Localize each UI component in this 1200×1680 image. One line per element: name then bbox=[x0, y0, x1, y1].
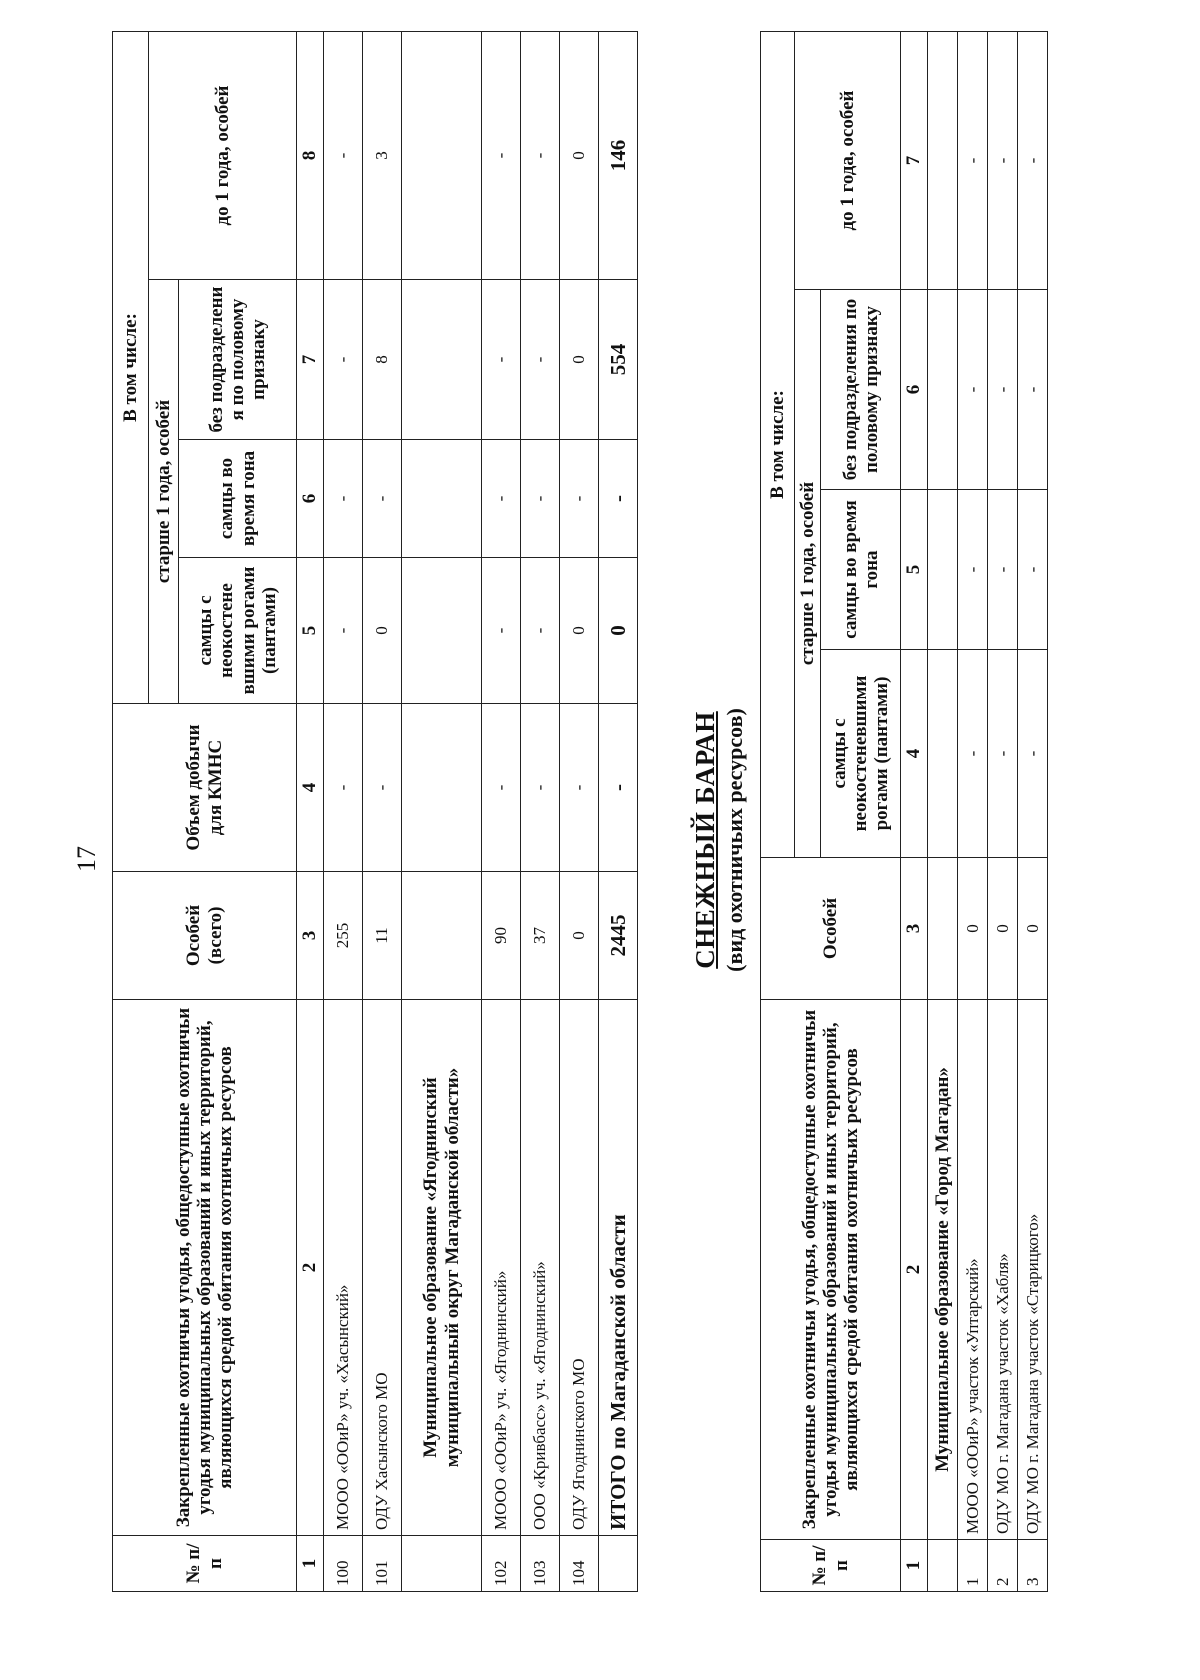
table-row bbox=[988, 31, 1018, 1591]
table-row bbox=[1018, 31, 1048, 1591]
table-row bbox=[482, 31, 521, 1591]
header-older: старше 1 года, особей bbox=[795, 290, 821, 858]
row-total: 11 bbox=[363, 872, 402, 1000]
table-row bbox=[560, 31, 599, 1591]
row-name: МООО «ООиР» уч. «Ягоднинский» bbox=[482, 1000, 521, 1536]
row-under1: - bbox=[988, 31, 1018, 289]
row-under1: 3 bbox=[363, 31, 402, 279]
row-name: ОДУ МО г. Магадана участок «Старицкого» bbox=[1018, 1000, 1048, 1540]
header-kmns: Объем добычи для КМНС bbox=[113, 704, 297, 872]
row-rut: - bbox=[482, 440, 521, 558]
row-name: МООО «ООиР» уч. «Хасынский» bbox=[324, 1000, 363, 1536]
row-nosex: - bbox=[988, 290, 1018, 490]
section-row bbox=[402, 31, 482, 1591]
row-under1: - bbox=[324, 31, 363, 279]
table-row bbox=[958, 31, 988, 1591]
column-numbers-row bbox=[297, 31, 324, 1591]
col-number: 5 bbox=[297, 558, 324, 704]
row-velvet: - bbox=[482, 558, 521, 704]
header-total: Особей (всего) bbox=[113, 872, 297, 1000]
row-kmns: - bbox=[363, 704, 402, 872]
col-number: 4 bbox=[901, 650, 928, 858]
col-number: 1 bbox=[901, 1540, 928, 1592]
section-title: Муниципальное образование «Ягоднинский муниципальный округ Магаданской области» bbox=[402, 1000, 482, 1536]
row-name: ООО «Кривбасс» уч. «Ягоднинский» bbox=[521, 1000, 560, 1536]
row-num: 3 bbox=[1018, 1540, 1048, 1592]
header-under1: до 1 года, особей bbox=[149, 31, 297, 279]
row-name: ОДУ Хасынского МО bbox=[363, 1000, 402, 1536]
row-rut: - bbox=[324, 440, 363, 558]
col-number: 2 bbox=[901, 1000, 928, 1540]
row-under1: - bbox=[958, 31, 988, 289]
row-total: 90 bbox=[482, 872, 521, 1000]
header-name: Закрепленные охотничьи угодья, общедоступные охотничьи угодья муниципальных образований и иных территорий, являющихся средой обитания охотничьих ресурсов bbox=[113, 1000, 297, 1536]
col-number: 3 bbox=[297, 872, 324, 1000]
row-nosex: 0 bbox=[560, 280, 599, 440]
row-num: 1 bbox=[958, 1540, 988, 1592]
row-nosex: - bbox=[1018, 290, 1048, 490]
row-kmns: - bbox=[324, 704, 363, 872]
header-including: В том числе: bbox=[761, 31, 795, 857]
row-rut: - bbox=[560, 440, 599, 558]
hunting-resources-table-1 bbox=[112, 31, 638, 1592]
header-males-velvet: самцы с неокостене вшими рогами (пантами) bbox=[179, 558, 297, 704]
total-label: ИТОГО по Магаданской области bbox=[599, 1000, 638, 1536]
table-row bbox=[324, 31, 363, 1591]
row-under1: - bbox=[521, 31, 560, 279]
row-rut: - bbox=[1018, 490, 1048, 650]
header-under1: до 1 года, особей bbox=[795, 31, 901, 289]
row-velvet: - bbox=[958, 650, 988, 858]
col-number: 3 bbox=[901, 858, 928, 1000]
row-velvet: 0 bbox=[560, 558, 599, 704]
col-number: 4 bbox=[297, 704, 324, 872]
total-nosex: 554 bbox=[599, 280, 638, 440]
col-number: 7 bbox=[297, 280, 324, 440]
hunting-resources-table-2 bbox=[760, 31, 1048, 1592]
col-number: 1 bbox=[297, 1536, 324, 1592]
row-total: 0 bbox=[1018, 858, 1048, 1000]
row-num: 100 bbox=[324, 1536, 363, 1592]
total-total: 2445 bbox=[599, 872, 638, 1000]
row-under1: - bbox=[1018, 31, 1048, 289]
species-title: СНЕЖНЫЙ БАРАН bbox=[690, 711, 720, 969]
total-under1: 146 bbox=[599, 31, 638, 279]
row-under1: - bbox=[482, 31, 521, 279]
col-number: 2 bbox=[297, 1000, 324, 1536]
total-velvet: 0 bbox=[599, 558, 638, 704]
row-velvet: - bbox=[521, 558, 560, 704]
total-rut: - bbox=[599, 440, 638, 558]
col-number: 5 bbox=[901, 490, 928, 650]
header-males-velvet: самцы с неокостеневшими рогами (пантами) bbox=[821, 650, 901, 858]
row-velvet: - bbox=[324, 558, 363, 704]
header-num: № п/п bbox=[113, 1536, 297, 1592]
row-rut: - bbox=[958, 490, 988, 650]
row-num: 103 bbox=[521, 1536, 560, 1592]
header-including: В том числе: bbox=[113, 31, 149, 703]
row-velvet: - bbox=[1018, 650, 1048, 858]
row-kmns: - bbox=[521, 704, 560, 872]
row-velvet: 0 bbox=[363, 558, 402, 704]
row-total: 255 bbox=[324, 872, 363, 1000]
header-older: старше 1 года, особей bbox=[149, 280, 179, 704]
row-num: 101 bbox=[363, 1536, 402, 1592]
row-velvet: - bbox=[988, 650, 1018, 858]
row-total: 37 bbox=[521, 872, 560, 1000]
row-num: 2 bbox=[988, 1540, 1018, 1592]
row-kmns: - bbox=[482, 704, 521, 872]
row-nosex: - bbox=[521, 280, 560, 440]
table-row bbox=[363, 31, 402, 1591]
row-rut: - bbox=[363, 440, 402, 558]
col-number: 6 bbox=[901, 290, 928, 490]
row-nosex: 8 bbox=[363, 280, 402, 440]
col-number: 6 bbox=[297, 440, 324, 558]
row-under1: 0 bbox=[560, 31, 599, 279]
col-number: 7 bbox=[901, 31, 928, 289]
table-row bbox=[521, 31, 560, 1591]
row-total: 0 bbox=[958, 858, 988, 1000]
row-rut: - bbox=[521, 440, 560, 558]
species-subtitle: (вид охотничьих ресурсов) bbox=[722, 708, 747, 972]
header-males-rut: самцы во время гона bbox=[179, 440, 297, 558]
row-kmns: - bbox=[560, 704, 599, 872]
header-no-sex: без подразделения по половому признаку bbox=[821, 290, 901, 490]
header-total: Особей bbox=[761, 858, 901, 1000]
header-males-rut: самцы во время гона bbox=[821, 490, 901, 650]
row-nosex: - bbox=[958, 290, 988, 490]
section-row bbox=[928, 31, 958, 1591]
row-nosex: - bbox=[324, 280, 363, 440]
page-number: 17 bbox=[72, 846, 101, 872]
header-name: Закрепленные охотничьи угодья, общедоступные охотничьи угодья муниципальных образований и иных территорий, являющихся средой обитания охотничьих ресурсов bbox=[761, 1000, 901, 1540]
row-num: 102 bbox=[482, 1536, 521, 1592]
section-title: Муниципальное образование «Город Магадан» bbox=[928, 1000, 958, 1540]
total-row bbox=[599, 31, 638, 1591]
col-number: 8 bbox=[297, 31, 324, 279]
total-kmns: - bbox=[599, 704, 638, 872]
row-total: 0 bbox=[988, 858, 1018, 1000]
row-total: 0 bbox=[560, 872, 599, 1000]
row-rut: - bbox=[988, 490, 1018, 650]
row-name: ОДУ Ягоднинского МО bbox=[560, 1000, 599, 1536]
row-name: ОДУ МО г. Магадана участок «Хабля» bbox=[988, 1000, 1018, 1540]
header-no-sex: без подразделени я по половому признаку bbox=[179, 280, 297, 440]
row-name: МООО «ООиР» участок «Уптарский» bbox=[958, 1000, 988, 1540]
row-num: 104 bbox=[560, 1536, 599, 1592]
header-num: № п/п bbox=[761, 1540, 901, 1592]
column-numbers-row bbox=[901, 31, 928, 1591]
row-nosex: - bbox=[482, 280, 521, 440]
